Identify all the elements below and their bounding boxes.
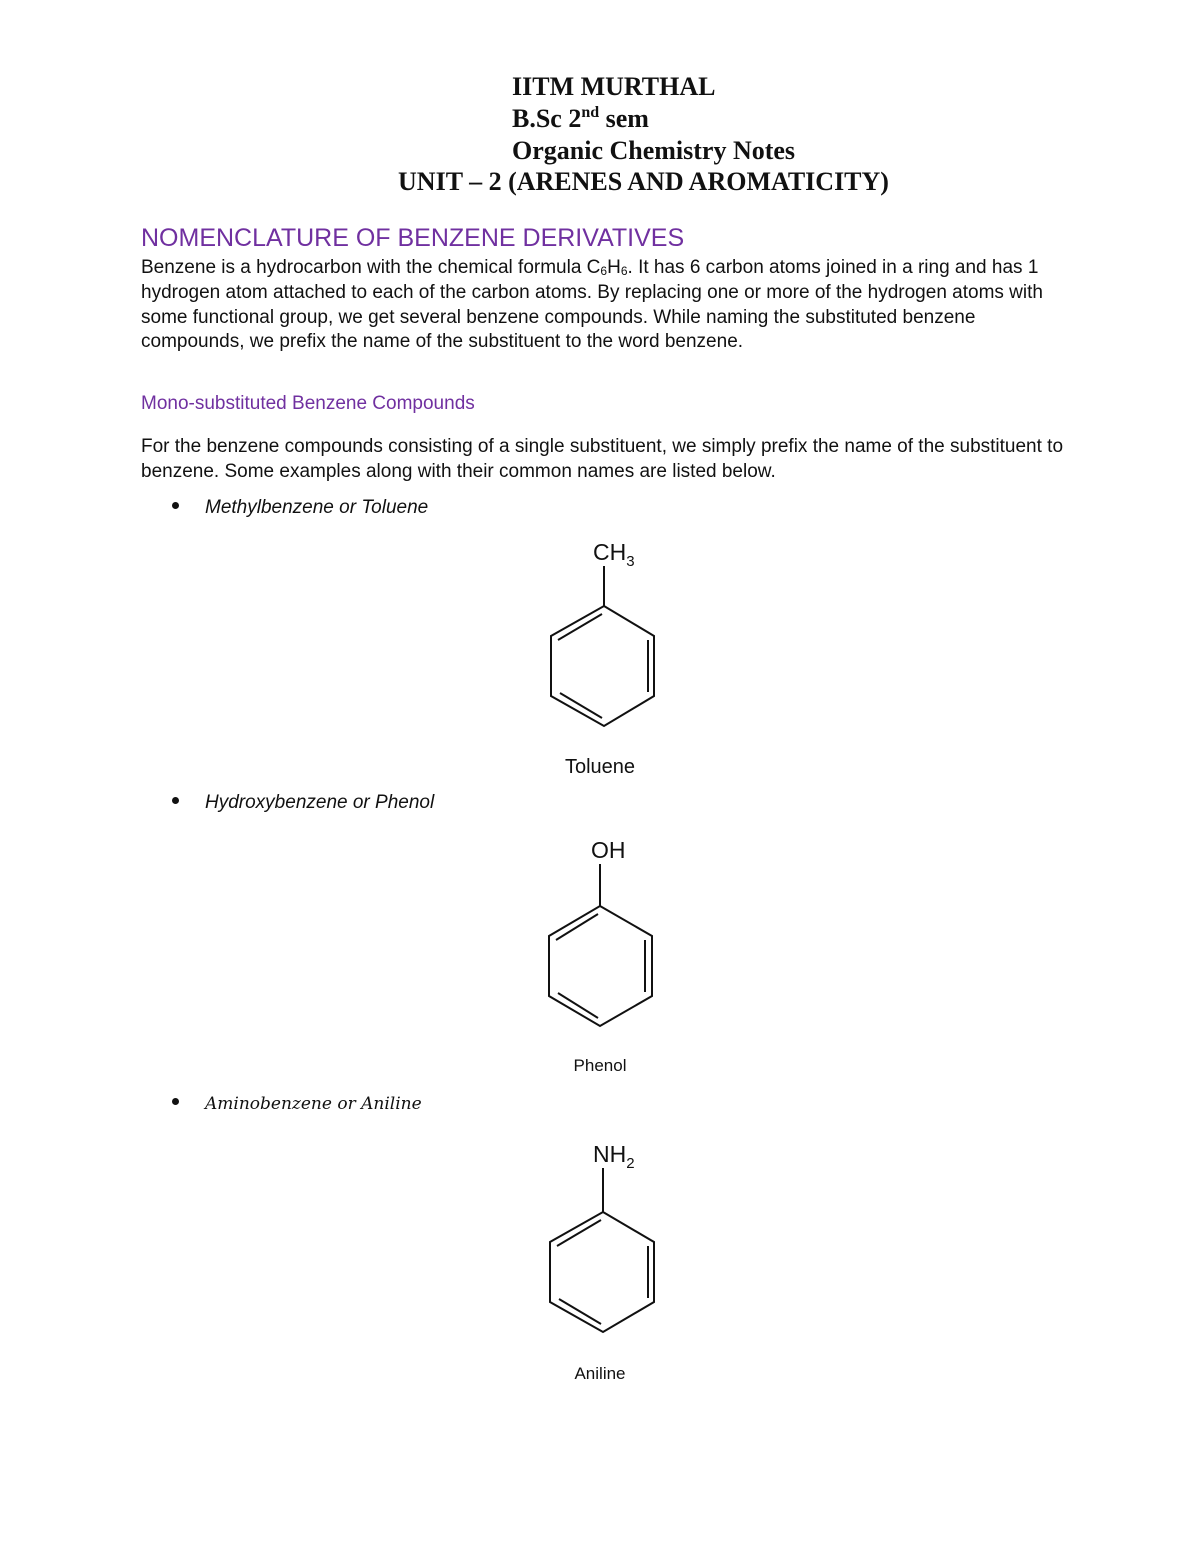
subject-title: Organic Chemistry Notes — [512, 136, 796, 165]
course-prefix: B.Sc 2 — [512, 104, 582, 133]
intro-subscript-2: 6 — [620, 264, 628, 278]
list-item-label: Hydroxybenzene or Phenol — [205, 792, 435, 813]
course-superscript: nd — [581, 104, 600, 121]
caption-phenol: Phenol — [573, 1056, 627, 1075]
subsection-heading: Mono-substituted Benzene Compounds — [141, 393, 475, 414]
intro-text-c: . It has 6 carbon atoms joined in a ring and has 1 hydrogen atom attached to each of the carbon atoms. By replacing one or more of the hydrogen atoms with some functional group, we get several benzene compounds. While naming the substituted benzene compounds, we prefix the name of the substituent to the word benzene. — [141, 257, 1043, 353]
intro-paragraph — [141, 256, 1081, 355]
list-item-label: Aminobenzene or Aniline — [205, 1094, 422, 1114]
phenol-structure — [538, 832, 668, 1032]
list-item-phenol — [172, 792, 434, 814]
substituent-label: $NH_2$ — [593, 1141, 635, 1172]
benzene-ring-icon — [549, 864, 652, 1026]
benzene-ring-icon — [551, 566, 654, 726]
caption-aniline: Aniline — [574, 1364, 626, 1383]
substituent-label: OH — [591, 837, 626, 863]
benzene-ring-icon — [550, 1168, 654, 1332]
course-suffix: sem — [599, 104, 649, 133]
bullet-icon — [172, 1098, 179, 1105]
section-heading: NOMENCLATURE OF BENZENE DERIVATIVES — [141, 224, 685, 252]
institute-title: IITM MURTHAL — [512, 72, 716, 101]
subsection-paragraph: For the benzene compounds consisting of a single substituent, we simply prefix the name of the substituent to benzene. Some examples along with their common names are listed below. — [141, 436, 1064, 482]
caption-toluene: Toluene — [564, 756, 636, 778]
bullet-icon — [172, 502, 179, 509]
intro-text-b: H — [607, 257, 621, 278]
toluene-structure — [540, 532, 670, 732]
list-item-label: Methylbenzene or Toluene — [205, 497, 429, 518]
substituent-label: $CH_3$ — [593, 539, 635, 570]
aniline-structure — [540, 1138, 670, 1338]
list-item-aniline — [172, 1093, 422, 1115]
bullet-icon — [172, 797, 179, 804]
list-item-toluene — [172, 497, 428, 519]
intro-text-a: Benzene is a hydrocarbon with the chemical formula C — [141, 257, 601, 278]
unit-title: UNIT – 2 (ARENES AND AROMATICITY) — [398, 167, 889, 196]
intro-subscript-1: 6 — [600, 264, 608, 278]
course-line — [512, 104, 649, 134]
